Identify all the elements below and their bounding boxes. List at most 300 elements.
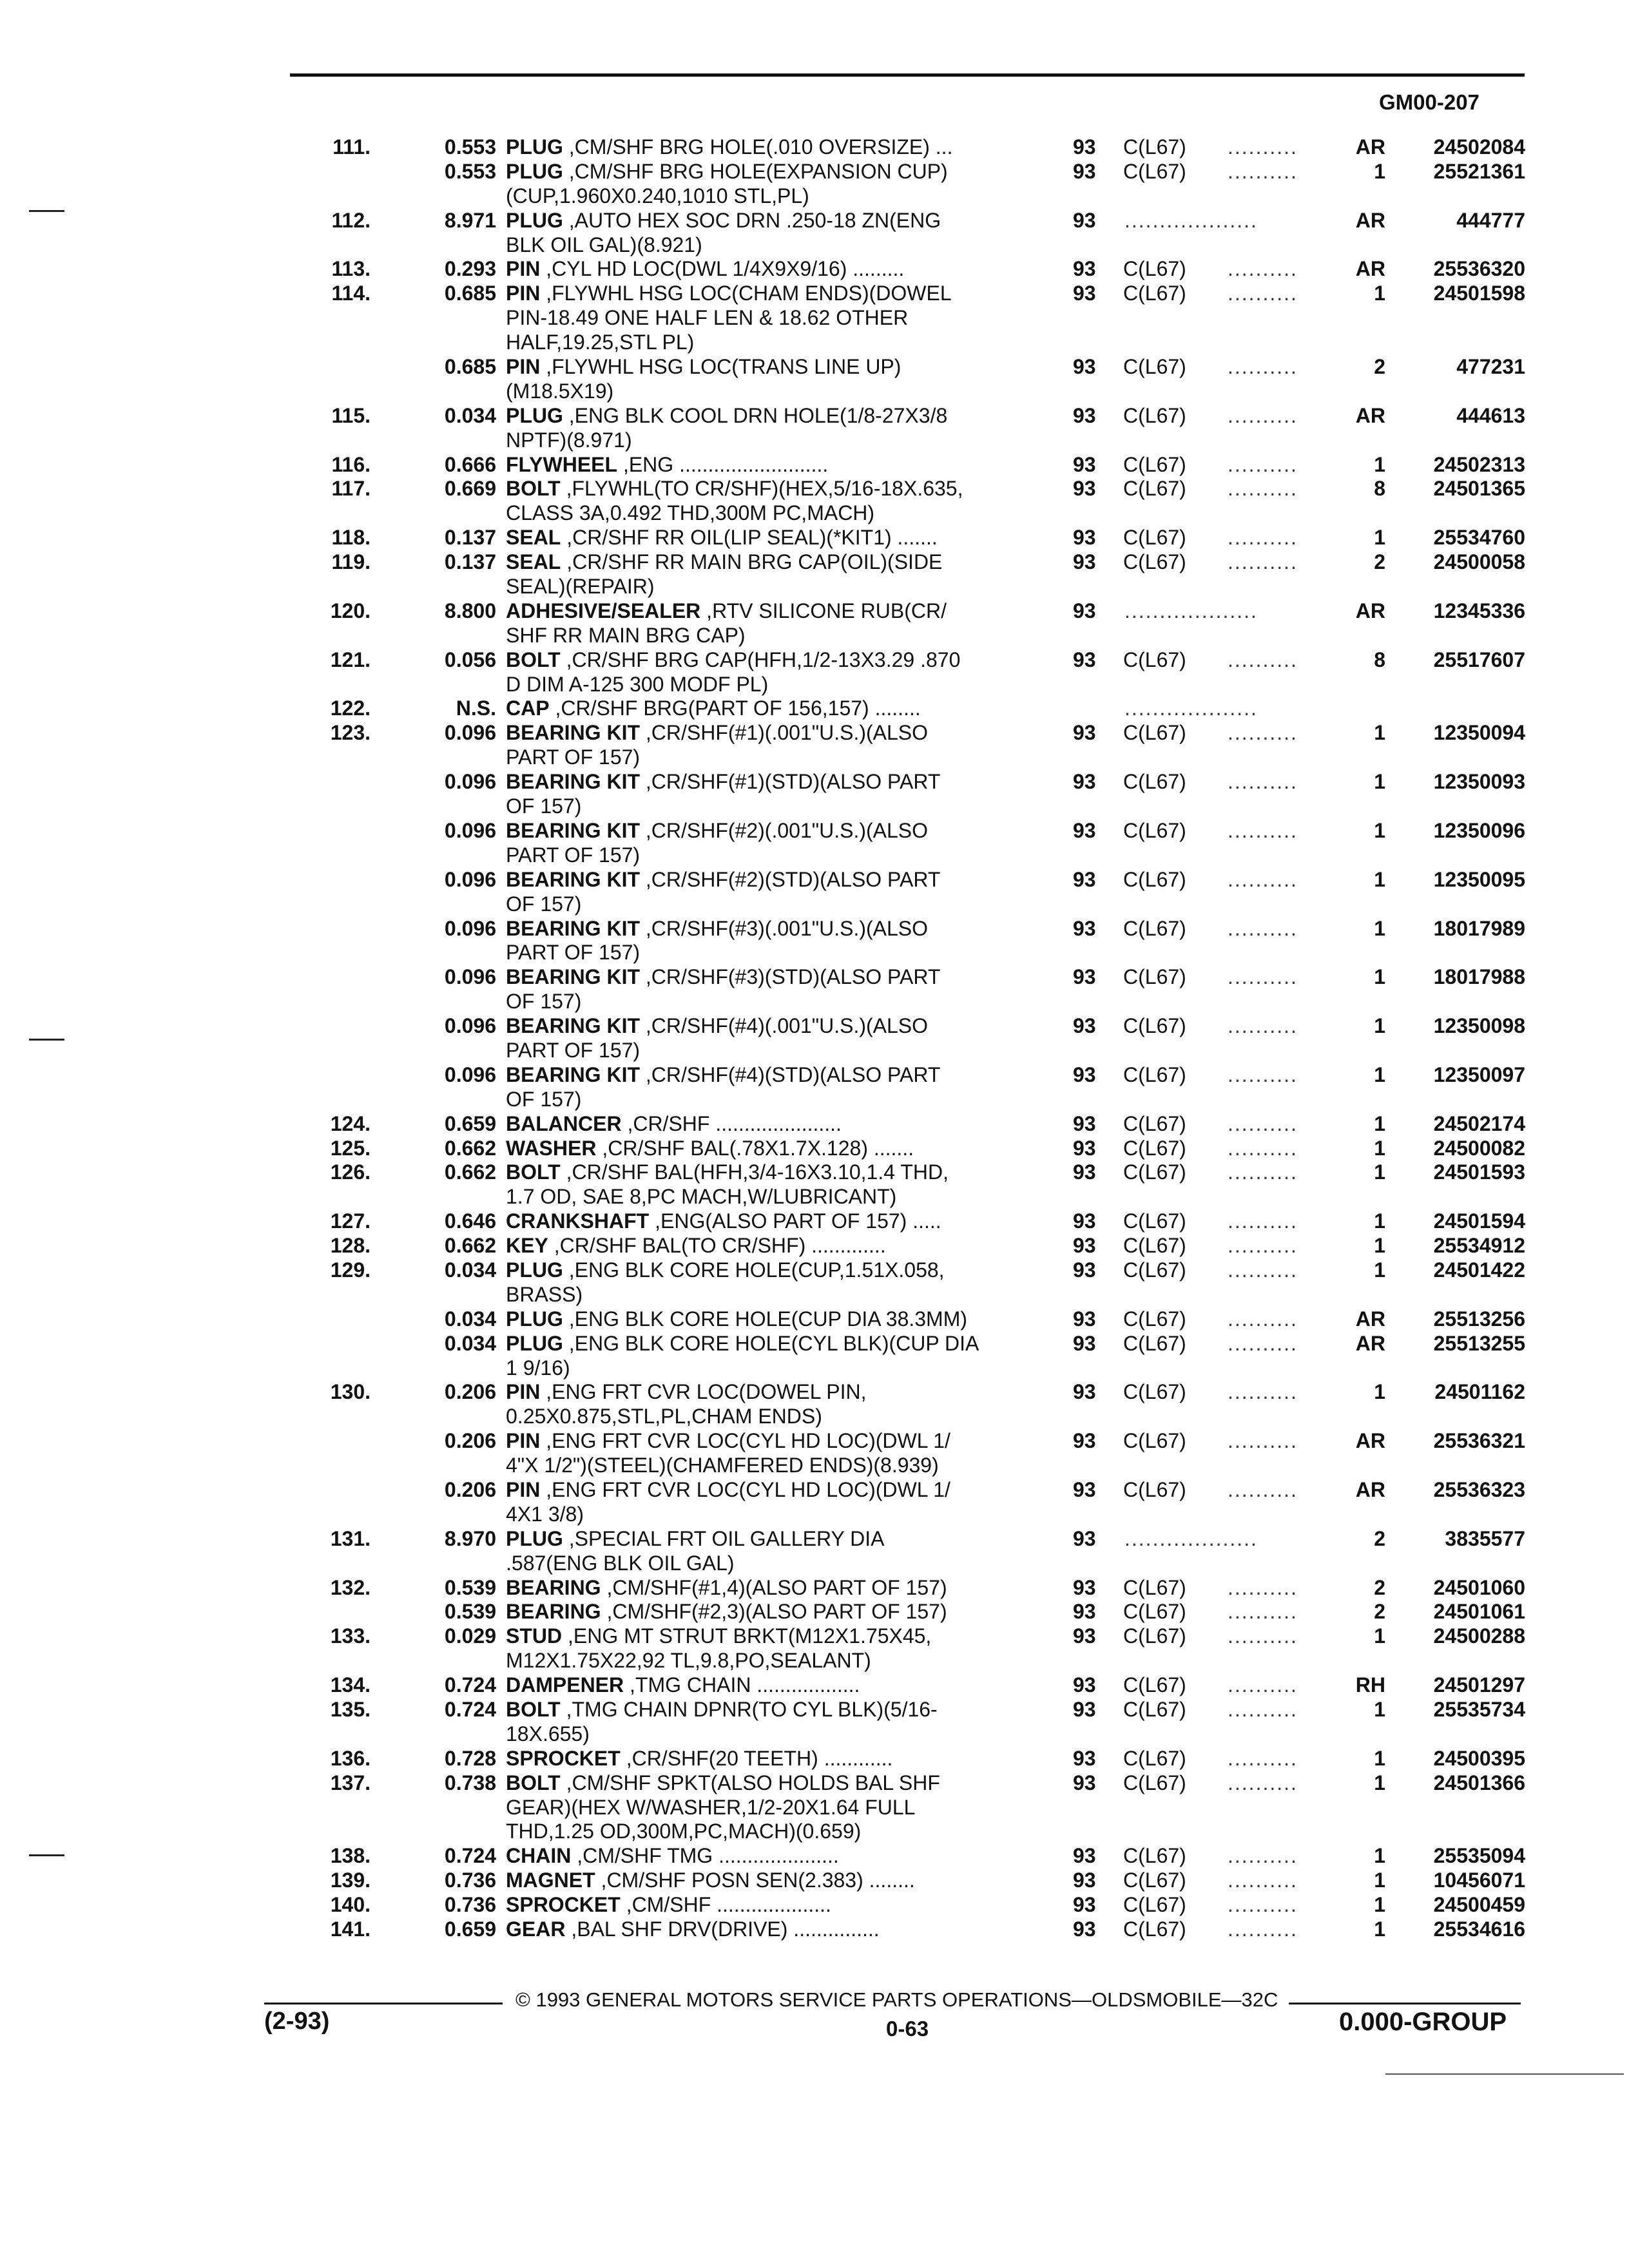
footer-rule-left [264,2003,503,2004]
part-number: 24502084 [1433,135,1525,159]
part-name: PLUG [506,208,563,232]
quantity: 2 [1374,550,1385,574]
item-number: 115. [331,403,371,427]
parts-row [293,1160,1527,1185]
group-number: 0.539 [444,1575,496,1599]
part-number: 25534912 [1433,1234,1525,1258]
model-code: C(L67) [1123,403,1186,427]
group-number: N.S. [456,697,496,720]
parts-row [293,1820,1527,1844]
part-number: 12350098 [1433,1014,1525,1038]
model-code: C(L67) [1123,1209,1186,1233]
group-number: 0.034 [444,403,496,427]
model-year: 93 [1073,648,1096,671]
model-code: C(L67) [1123,1477,1186,1501]
parts-row [293,1722,1527,1747]
group-number: 0.662 [444,1234,496,1258]
quantity: 1 [1374,1380,1385,1404]
group-number: 0.685 [444,355,496,379]
item-number: 126. [330,1160,371,1184]
quantity: 1 [1374,1234,1385,1258]
group-number: 0.659 [444,1111,496,1135]
parts-row [293,380,1527,404]
leader-dots: .......... [1228,355,1298,379]
item-number: 116. [331,452,371,476]
model-year: 93 [1073,599,1096,622]
leader-dots: .......... [1228,1624,1298,1648]
quantity: RH [1355,1673,1385,1697]
quantity: 1 [1374,1062,1385,1086]
leader-dots: .......... [1228,526,1298,550]
part-description: 1 9/16) [506,1356,570,1379]
model-code: C(L67) [1123,1746,1186,1770]
part-number: 12350096 [1433,818,1525,842]
part-number: 12350093 [1433,770,1525,794]
part-name: SPROCKET [506,1893,621,1917]
model-code: C(L67) [1123,1429,1186,1453]
part-number: 477231 [1456,355,1525,379]
part-description: THD,1.25 OD,300M,PC,MACH)(0.659) [506,1820,862,1843]
part-description: BEARING KIT ,CR/SHF(#2)(.001"U.S.)(ALSO [506,818,929,842]
part-description: GEAR ,BAL SHF DRV(DRIVE) ............... [506,1917,880,1941]
model-code: C(L67) [1123,1600,1186,1624]
part-number: 24501593 [1433,1160,1525,1184]
part-description: PLUG ,AUTO HEX SOC DRN .250-18 ZN(ENG [506,208,941,232]
part-description: ADHESIVE/SEALER ,RTV SILICONE RUB(CR/ [506,599,947,622]
model-code: C(L67) [1123,770,1186,794]
model-code: C(L67) [1123,159,1186,183]
model-code: C(L67) [1123,1331,1186,1355]
group-number: 0.206 [444,1380,496,1404]
group-number: 0.659 [444,1917,496,1941]
part-number: 25513256 [1433,1307,1525,1331]
part-number: 18017988 [1433,965,1525,989]
parts-row [293,1063,1527,1088]
part-description: PLUG ,CM/SHF BRG HOLE(.010 OVERSIZE) ... [506,135,953,159]
part-description: BOLT ,CR/SHF BAL(HFH,3/4-16X3.10,1.4 THD, [506,1160,949,1184]
part-description: 1.7 OD, SAE 8,PC MACH,W/LUBRICANT) [506,1185,897,1209]
model-year: 93 [1073,1429,1096,1453]
part-description: CAP ,CR/SHF BRG(PART OF 156,157) ........ [506,697,921,720]
leader-dots: .......... [1228,403,1298,427]
part-description: 4"X 1/2")(STEEL)(CHAMFERED ENDS)(8.939) [506,1454,939,1477]
part-number: 24500082 [1433,1136,1525,1160]
model-code: C(L67) [1123,526,1186,550]
margin-mark [29,210,64,212]
part-description: SEAL ,CR/SHF RR OIL(LIP SEAL)(*KIT1) ....... [506,526,938,550]
model-code: C(L67) [1123,1673,1186,1697]
parts-row [293,1527,1527,1552]
group-number: 0.666 [444,452,496,476]
model-code: C(L67) [1123,1917,1186,1941]
quantity: 1 [1374,1844,1385,1868]
parts-row [293,1137,1527,1161]
parts-row [293,1209,1527,1234]
part-number: 24501422 [1433,1258,1525,1282]
group-number: 0.206 [444,1477,496,1501]
part-name: BOLT [506,1160,561,1184]
quantity: 1 [1374,452,1385,476]
model-year: 93 [1073,965,1096,989]
quantity: 1 [1374,1869,1385,1892]
model-year: 93 [1073,526,1096,550]
part-number: 24501061 [1433,1600,1525,1624]
part-number: 444613 [1456,403,1525,427]
parts-row [293,282,1527,306]
part-number: 444777 [1456,208,1525,232]
part-number: 25535094 [1433,1844,1525,1868]
part-number: 24500459 [1433,1893,1525,1917]
part-description: BEARING KIT ,CR/SHF(#3)(STD)(ALSO PART [506,965,941,989]
model-year: 93 [1073,1307,1096,1331]
part-description: FLYWHEEL ,ENG .......................... [506,452,829,476]
parts-row [293,1380,1527,1405]
quantity: AR [1355,403,1385,427]
parts-row [293,526,1527,550]
part-name: BEARING KIT [506,1014,640,1038]
part-name: CHAIN [506,1844,572,1868]
top-rule [290,73,1525,77]
leader-dots: .......... [1228,452,1298,476]
leader-dots: .......... [1228,477,1298,501]
leader-dots: .......... [1228,867,1298,891]
part-number: 25521361 [1433,159,1525,183]
part-description: BOLT ,CM/SHF SPKT(ALSO HOLDS BAL SHF [506,1771,940,1794]
parts-row [293,673,1527,697]
model-code: C(L67) [1123,1575,1186,1599]
leader-dots: .......... [1228,1307,1298,1331]
part-number: 18017989 [1433,916,1525,940]
parts-row [293,965,1527,990]
model-year: 93 [1073,1014,1096,1038]
group-number: 0.553 [444,135,496,159]
quantity: 1 [1374,1160,1385,1184]
part-description: SEAL ,CR/SHF RR MAIN BRG CAP(OIL)(SIDE [506,550,943,574]
part-name: BOLT [506,477,561,501]
parts-row [293,1503,1527,1527]
part-number: 25536320 [1433,257,1525,281]
part-number: 24500395 [1433,1746,1525,1770]
item-number: 138. [330,1844,371,1868]
model-year: 93 [1073,257,1096,281]
part-description: PIN ,FLYWHL HSG LOC(TRANS LINE UP) [506,355,901,379]
part-number: 24501365 [1433,477,1525,501]
leader-dots: .......... [1228,1380,1298,1404]
part-name: PIN [506,1477,541,1501]
model-code: C(L67) [1123,1771,1186,1794]
quantity: 1 [1374,1746,1385,1770]
part-number: 24502174 [1433,1111,1525,1135]
item-number: 123. [330,721,371,745]
group-number: 0.096 [444,867,496,891]
model-year: 93 [1073,1869,1096,1892]
part-number: 25534616 [1433,1917,1525,1941]
item-number: 117. [331,477,371,501]
model-year: 93 [1073,1673,1096,1697]
part-description: D DIM A-125 300 MODF PL) [506,672,769,696]
quantity: AR [1355,1429,1385,1453]
part-name: PIN [506,355,541,379]
part-number: 10456071 [1433,1869,1525,1892]
quantity: 1 [1374,1698,1385,1721]
parts-list [293,135,1527,1942]
quantity: 1 [1374,1917,1385,1941]
stray-line [1385,2073,1624,2075]
leader-dots: .......... [1228,1600,1298,1624]
part-description: PLUG ,ENG BLK CORE HOLE(CUP,1.51X.058, [506,1258,945,1282]
parts-row [293,1405,1527,1429]
part-name: BEARING KIT [506,965,640,989]
group-number: 8.970 [444,1526,496,1550]
parts-row [293,917,1527,941]
group-number: 0.096 [444,1014,496,1038]
model-year: 93 [1073,1331,1096,1355]
model-code: C(L67) [1123,1258,1186,1282]
part-description: BEARING KIT ,CR/SHF(#4)(STD)(ALSO PART [506,1062,941,1086]
model-year: 93 [1073,721,1096,745]
part-description: STUD ,ENG MT STRUT BRKT(M12X1.75X45, [506,1624,932,1648]
group-number: 0.096 [444,965,496,989]
part-number: 24500058 [1433,550,1525,574]
parts-row [293,209,1527,233]
leader-dots: .......... [1228,770,1298,794]
model-code: C(L67) [1123,867,1186,891]
part-description: SPROCKET ,CM/SHF .................... [506,1893,831,1917]
model-year: 93 [1073,159,1096,183]
group-number: 0.724 [444,1698,496,1721]
group-number: 0.096 [444,818,496,842]
model-code: C(L67) [1123,1893,1186,1917]
group-number: 0.206 [444,1429,496,1453]
model-code: C(L67) [1123,1698,1186,1721]
model-code: C(L67) [1123,477,1186,501]
parts-row [293,160,1527,184]
part-name: BEARING KIT [506,867,640,891]
quantity: AR [1355,257,1385,281]
model-year: 93 [1073,1526,1096,1550]
group-number: 0.685 [444,282,496,305]
part-description: HALF,19.25,STL PL) [506,331,695,354]
leader-dots: .......... [1228,1575,1298,1599]
model-code: C(L67) [1123,1844,1186,1868]
parts-row [293,501,1527,526]
model-year: 93 [1073,1258,1096,1282]
part-description: BEARING ,CM/SHF(#2,3)(ALSO PART OF 157) [506,1600,947,1624]
margin-mark [29,1854,64,1856]
parts-row [293,1088,1527,1112]
part-description: BEARING KIT ,CR/SHF(#4)(.001"U.S.)(ALSO [506,1014,929,1038]
model-year: 93 [1073,770,1096,794]
leader-dots: .......... [1228,965,1298,989]
model-year: 93 [1073,550,1096,574]
model-year: 93 [1073,1160,1096,1184]
part-description: (CUP,1.960X0.240,1010 STL,PL) [506,184,809,207]
parts-row [293,306,1527,331]
part-description: SEAL)(REPAIR) [506,575,655,599]
group-number: 0.096 [444,721,496,745]
parts-row [293,868,1527,892]
quantity: AR [1355,208,1385,232]
leader-dots: ................... [1124,208,1258,232]
model-code: C(L67) [1123,452,1186,476]
part-description: OF 157) [506,794,582,818]
model-code: C(L67) [1123,1160,1186,1184]
model-code: C(L67) [1123,1111,1186,1135]
quantity: AR [1355,1331,1385,1355]
parts-row [293,428,1527,453]
leader-dots: .......... [1228,1014,1298,1038]
model-code: C(L67) [1123,257,1186,281]
model-code: C(L67) [1123,648,1186,671]
item-number: 118. [331,526,371,550]
part-description: PART OF 157) [506,941,641,965]
part-name: PLUG [506,1307,563,1331]
quantity: 1 [1374,916,1385,940]
item-number: 129. [330,1258,371,1282]
item-number: 121. [330,648,371,671]
part-description: M12X1.75X22,92 TL,9.8,PO,SEALANT) [506,1649,871,1673]
leader-dots: .......... [1228,1746,1298,1770]
parts-row [293,990,1527,1014]
quantity: 1 [1374,965,1385,989]
part-description: BEARING KIT ,CR/SHF(#3)(.001"U.S.)(ALSO [506,916,929,940]
parts-row [293,1478,1527,1503]
parts-row [293,1014,1527,1039]
part-description: OF 157) [506,892,582,916]
parts-row [293,331,1527,355]
part-description: NPTF)(8.971) [506,428,632,452]
page-number: 0-63 [886,2017,929,2041]
leader-dots: .......... [1228,1062,1298,1086]
group-number: 0.029 [444,1624,496,1648]
parts-row [293,745,1527,770]
quantity: 1 [1374,526,1385,550]
model-code: C(L67) [1123,818,1186,842]
part-description: .587(ENG BLK OIL GAL) [506,1551,735,1575]
item-number: 113. [331,257,371,281]
leader-dots: .......... [1228,1771,1298,1794]
parts-row [293,1307,1527,1332]
part-description: PLUG ,ENG BLK CORE HOLE(CYL BLK)(CUP DIA [506,1331,979,1355]
part-name: DAMPENER [506,1673,624,1697]
part-name: SEAL [506,526,561,550]
item-number: 112. [331,208,371,232]
model-year: 93 [1073,1746,1096,1770]
leader-dots: .......... [1228,1258,1298,1282]
leader-dots: ................... [1124,1526,1258,1550]
group-number: 0.724 [444,1844,496,1868]
quantity: 2 [1374,1600,1385,1624]
model-code: C(L67) [1123,721,1186,745]
part-description: PLUG ,SPECIAL FRT OIL GALLERY DIA [506,1526,885,1550]
revision-date: (2-93) [264,2008,330,2035]
parts-row [293,1673,1527,1698]
part-description: (M18.5X19) [506,379,614,403]
leader-dots: ................... [1124,599,1258,622]
part-description: 4X1 3/8) [506,1502,584,1526]
quantity: 1 [1374,1893,1385,1917]
model-code: C(L67) [1123,282,1186,305]
parts-row [293,1844,1527,1869]
item-number: 128. [330,1234,371,1258]
part-description: KEY ,CR/SHF BAL(TO CR/SHF) ............. [506,1234,886,1258]
quantity: 1 [1374,818,1385,842]
part-description: PART OF 157) [506,843,641,867]
model-year: 93 [1073,1844,1096,1868]
model-year: 93 [1073,135,1096,159]
group-number: 0.034 [444,1307,496,1331]
parts-row [293,843,1527,868]
parts-row [293,599,1527,624]
leader-dots: .......... [1228,550,1298,574]
part-number: 25534760 [1433,526,1525,550]
part-description: DAMPENER ,TMG CHAIN .................. [506,1673,860,1697]
model-year: 93 [1073,1477,1096,1501]
quantity: AR [1355,135,1385,159]
parts-row [293,1893,1527,1917]
group-number: 0.056 [444,648,496,671]
leader-dots: .......... [1228,1136,1298,1160]
part-name: BEARING KIT [506,916,640,940]
margin-mark [29,1039,64,1041]
part-description: PIN ,CYL HD LOC(DWL 1/4X9X9/16) ......... [506,257,905,281]
quantity: 1 [1374,159,1385,183]
leader-dots: .......... [1228,1844,1298,1868]
parts-row [293,1600,1527,1624]
part-description: WASHER ,CR/SHF BAL(.78X1.7X.128) ....... [506,1136,914,1160]
group-number: 0.724 [444,1673,496,1697]
group-number: 0.096 [444,1062,496,1086]
quantity: 2 [1374,1526,1385,1550]
part-description: OF 157) [506,990,582,1014]
parts-row [293,624,1527,648]
model-year: 93 [1073,1136,1096,1160]
group-number: 0.646 [444,1209,496,1233]
leader-dots: .......... [1228,916,1298,940]
model-code: C(L67) [1123,1307,1186,1331]
part-description: BEARING KIT ,CR/SHF(#2)(STD)(ALSO PART [506,867,941,891]
leader-dots: .......... [1228,1209,1298,1233]
leader-dots: .......... [1228,257,1298,281]
part-name: WASHER [506,1136,597,1160]
parts-row [293,1356,1527,1381]
quantity: 1 [1374,1258,1385,1282]
parts-row [293,404,1527,428]
part-name: STUD [506,1624,563,1648]
part-name: PIN [506,282,541,305]
part-name: GEAR [506,1917,566,1941]
parts-row [293,575,1527,599]
item-number: 124. [330,1111,371,1135]
quantity: 1 [1374,721,1385,745]
group-number: 0.137 [444,550,496,574]
part-name: CAP [506,697,550,720]
part-number: 25535734 [1433,1698,1525,1721]
part-description: PIN ,ENG FRT CVR LOC(DOWEL PIN, [506,1380,867,1404]
quantity: 2 [1374,1575,1385,1599]
group-number: 0.034 [444,1258,496,1282]
leader-dots: .......... [1228,282,1298,305]
part-number: 24501598 [1433,282,1525,305]
item-number: 119. [331,550,371,574]
leader-dots: .......... [1228,1893,1298,1917]
part-number: 3835577 [1445,1526,1525,1550]
group-number: 0.738 [444,1771,496,1794]
part-description: PART OF 157) [506,745,641,769]
part-name: BOLT [506,648,561,671]
leader-dots: .......... [1228,135,1298,159]
part-number: 24501594 [1433,1209,1525,1233]
